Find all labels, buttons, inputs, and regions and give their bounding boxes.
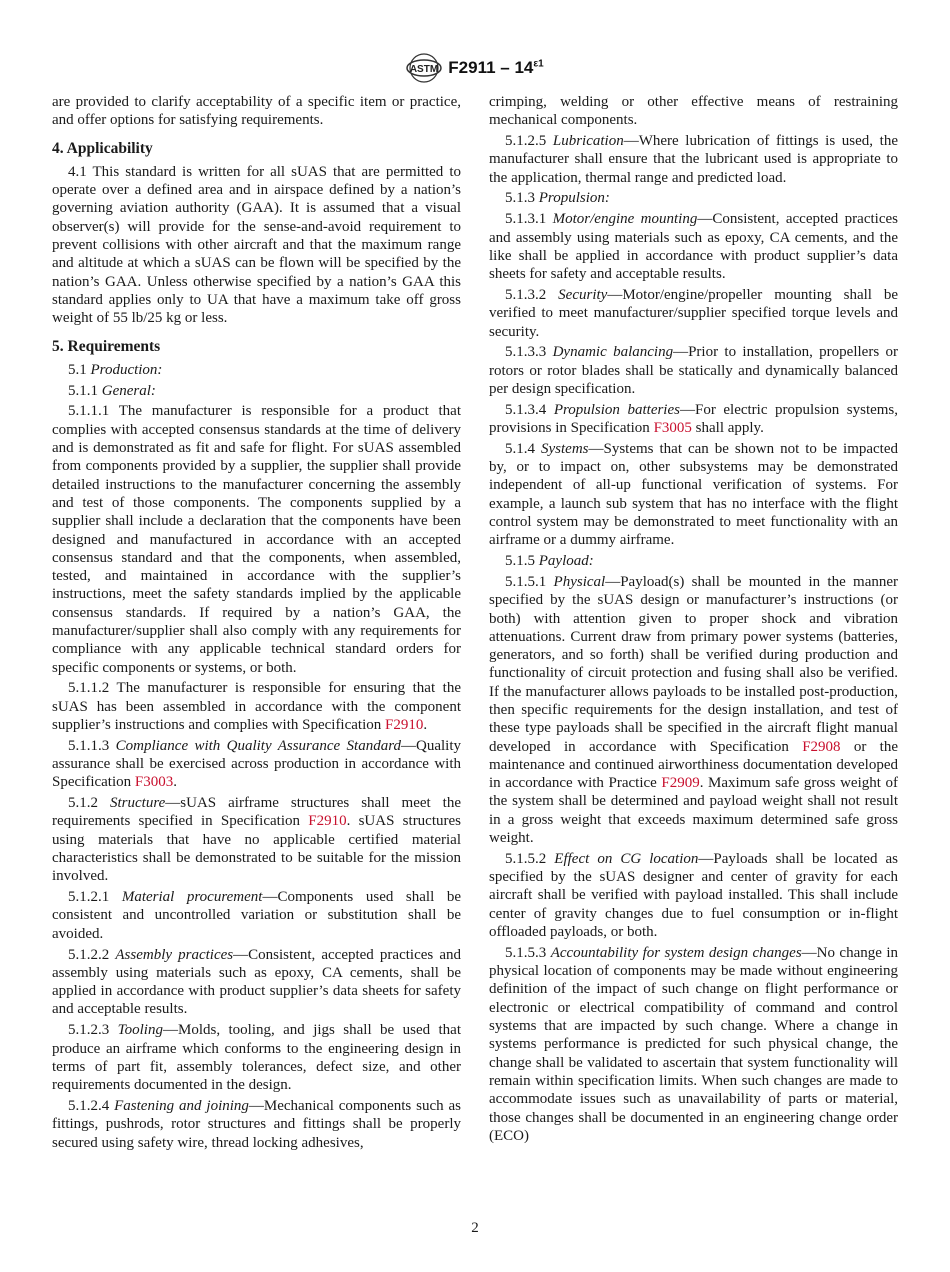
paragraph	[489, 286, 898, 341]
paragraph-number: 5.1.3.3	[505, 344, 553, 361]
page-number: 2	[471, 1220, 479, 1236]
paragraph-text: shall apply.	[691, 420, 764, 437]
paragraph-number: 5.1.4	[505, 440, 541, 457]
standard-reference-link[interactable]: F3005	[653, 420, 692, 437]
paragraph-number: 5.1.5.3	[505, 944, 551, 961]
paragraph-title: Systems	[541, 440, 589, 457]
paragraph-number: 5.1.2.1	[68, 889, 122, 906]
paragraph	[489, 132, 898, 187]
designation-epsilon: ε1	[533, 58, 544, 70]
paragraph-text: —Consistent, accepted practices and assembly using materials such as epoxy, CA cements, and the like shall be applied in accordance with product supplier’s data sheets for safety and acceptable results.	[489, 211, 898, 283]
paragraph	[489, 573, 898, 847]
paragraph	[52, 163, 461, 328]
paragraph	[52, 382, 461, 400]
paragraph	[489, 944, 898, 1145]
paragraph	[52, 737, 461, 792]
paragraph-number: 5.1.2.5	[505, 133, 553, 150]
left-column	[52, 93, 461, 1154]
paragraph-number: 5.1.5	[505, 553, 539, 570]
paragraph-title: Material procurement	[121, 889, 263, 906]
paragraph-number: 5.1.1.3	[68, 737, 116, 754]
astm-logo-icon	[406, 50, 442, 86]
paragraph-text: .	[173, 774, 177, 791]
paragraph-text: .	[423, 717, 428, 733]
paragraph-number: 5.1.1.2	[68, 680, 117, 697]
paragraph	[52, 1097, 461, 1152]
paragraph-text: The manufacturer is responsible for ensuring that the sUAS has been assembled in accordance with the component supplier’s instructions and complies with Specification	[52, 680, 462, 733]
paragraph-text: —Molds, tooling, and jigs shall be used that produce an airframe which conforms to the engineering design in terms of part fit, assembly tolerances, defect size, and other requirements documented in the design.	[52, 1022, 462, 1094]
paragraph-title: Lubrication	[552, 133, 624, 150]
standard-designation	[448, 58, 543, 78]
paragraph-number: 5.1.2.4	[68, 1097, 115, 1114]
paragraph-title: Structure	[110, 795, 166, 812]
paragraph-title: Dynamic balancing	[552, 344, 674, 361]
paragraph-text: The manufacturer is responsible for a product that complies with accepted consensus standards at the time of delivery and is demonstrated as fit and safe for flight. For sUAS assembled from components provided by a supplier, the supplier shall provide detailed instructions to the manufacturer concerning the assembly and test of those components. The components supplied by a supplier shall include a declaration that the components have been designed and manufactured in accordance with an accepted consensus standard and that the components, when assembled, tested, and maintained in accordance with the supplier’s instructions, meet the safety standards implied by the applicable consensus standards. If required by a nation’s GAA, the manufacturer/supplier shall also comply with any requirements for compliance with any applicable technical standard orders for specific components or systems, or both.	[52, 403, 462, 676]
standard-reference-link[interactable]: F3003	[134, 774, 174, 791]
standard-reference-link[interactable]: F2909	[661, 775, 700, 792]
paragraph	[489, 440, 898, 550]
paragraph	[489, 189, 898, 207]
paragraph-title: Payload:	[538, 553, 594, 570]
paragraph-text: are provided to clarify acceptability of a specific item or practice, and offer options for satisfying requirements.	[52, 94, 461, 129]
standard-reference-link[interactable]: F2910	[385, 717, 424, 733]
paragraph-number: 5.1.5.1	[505, 573, 554, 590]
paragraph	[489, 401, 898, 438]
paragraph-text: . sUAS structures using materials that have no applicable certified material characteristics shall be demonstrated to be suitable for the mission involved.	[52, 813, 461, 885]
paragraph-number: 5.1.2.3	[68, 1022, 118, 1039]
paragraph	[52, 679, 461, 734]
paragraph-text: . Maximum safe gross weight of the system shall be determined and payload weight shall not result in a gross weight that exceeds maximum determined safe gross weight.	[489, 775, 898, 847]
right-column	[489, 93, 898, 1148]
paragraph-text: —Payloads shall be located as specified by the sUAS designer and center of gravity for each aircraft shall be verified with payload installed. This shall include center of gravity changes due to fuel consumption or in-flight offloaded payloads, or both.	[489, 850, 898, 941]
paragraph	[489, 343, 898, 398]
section-heading: 5. Requirements	[52, 337, 161, 355]
paragraph-number: 5.1.3	[505, 190, 539, 207]
paragraph-number: 5.1	[68, 361, 91, 378]
paragraph-title: Propulsion:	[538, 190, 610, 207]
standard-reference-link[interactable]: F2910	[308, 813, 347, 830]
paragraph-text: —Components used shall be consistent and uncontrolled variation or substitution shall be avoided.	[52, 889, 461, 942]
paragraph	[52, 402, 461, 676]
paragraph-text: This standard is written for all sUAS that are permitted to operate over a defined area and in airspace defined by a nation’s governing aviation authority (GAA). It is assumed that a visual observer(s) will provide for the sense-and-avoid requirement to prevent collisions with other aircraft and that the maximum range and altitude at which a sUAS can be flown will be specified by the nation’s GAA. Unless otherwise specified by a nation’s GAA this standard applies only to UA that have a maximum take off gross weight of 55 lb/25 kg or less.	[52, 163, 461, 327]
paragraph-text: —For electric propulsion systems, provisions in Specification	[489, 401, 899, 437]
paragraph-text: —Prior to installation, propellers or rotors or rotor blades shall be statically and dynamically balanced per design specification.	[489, 344, 898, 397]
continued-paragraph	[489, 93, 898, 130]
svg-text:ASTM: ASTM	[410, 64, 439, 75]
paragraph-number: 5.1.3.1	[505, 211, 553, 228]
paragraph-text: —Consistent, accepted practices and assembly using materials such as epoxy, CA cements, shall be applied in accordance with product supplier’s data sheets for safety and acceptable results.	[52, 946, 461, 1018]
paragraph-title: Physical	[553, 573, 606, 590]
paragraph	[52, 888, 461, 943]
paragraph-number: 5.1.2.2	[68, 946, 116, 963]
paragraph-text: —Systems that can be shown not to be impacted by, or to impact on, other subsystems may be demonstrated independent of all-up functional verification of systems. For example, a launch sub system that has no interface with the flight control system may be demonstrated to meet functionality with an airframe or a dummy airframe.	[489, 440, 899, 549]
paragraph-title: Motor/engine mounting	[552, 211, 698, 228]
standard-reference-link[interactable]: F2908	[802, 738, 841, 755]
paragraph-number: 5.1.1.1	[68, 403, 119, 420]
paragraph-title: Fastening and joining	[114, 1097, 249, 1114]
paragraph-number: 5.1.2	[68, 795, 110, 812]
paragraph-text: —Motor/engine/propeller mounting shall be verified to meet manufacturer/supplier specified torque levels and security.	[489, 286, 899, 340]
paragraph-text: —sUAS airframe structures shall meet the requirements specified in Specification	[52, 795, 462, 830]
paragraph-text: —Payload(s) shall be mounted in the manner specified by the sUAS design or manufacturer’s instructions (or both) with attention given to proper shock and vibration attenuations. Current draw from primary power systems (batteries, generators, and so forth) shall be verified during production and functionality of circuit protection and fusing shall also be verified. If the manufacturer allows payloads to be installed post-production, then specific requirements for the design installation, and test of these type payloads shall be specified in the aircraft flight manual developed in accordance with Specification	[489, 573, 899, 755]
paragraph-text: —Where lubrication of fittings is used, the manufacturer shall ensure that the lubricant used is appropriate to the application, thermal range and predicted load.	[489, 133, 898, 186]
paragraph-number: 5.1.3.4	[505, 401, 554, 418]
designation-text: F2911 – 14	[448, 58, 534, 77]
paragraph-title: General:	[101, 382, 156, 399]
paragraph-number: 4.1	[68, 163, 93, 180]
paragraph-title: Tooling	[117, 1022, 163, 1039]
paragraph	[489, 850, 898, 941]
paragraph-text: crimping, welding or other effective means of restraining mechanical components.	[489, 94, 898, 129]
paragraph	[52, 1021, 461, 1094]
section-heading: 4. Applicability	[52, 139, 153, 157]
paragraph	[52, 794, 461, 885]
paragraph	[52, 946, 461, 1019]
paragraph-title: Propulsion batteries	[553, 401, 680, 418]
paragraph-title: Assembly practices	[115, 946, 234, 963]
paragraph-title: Effect on CG location	[554, 850, 699, 867]
paragraph-number: 5.1.1	[68, 382, 102, 399]
paragraph-title: Security	[558, 286, 608, 303]
continued-paragraph	[52, 93, 461, 130]
paragraph	[489, 210, 898, 283]
paragraph-title: Accountability for system design changes	[550, 944, 802, 961]
paragraph-number: 5.1.5.2	[505, 850, 555, 867]
paragraph-title: Compliance with Quality Assurance Standard	[115, 737, 401, 754]
paragraph-text: —No change in physical location of components may be made without engineering definition of the impact of such change on flight performance or electronic or electrical compatibility of command and control systems that are impacted by such change. Where a change in systems performance is predicted for such physical change, the change shall be validated to ascertain that system functionality will remain within specification limits. When such changes are made to accommodate issues such as unavailability of parts or material, those changes shall be documented in an engineering change order (ECO)	[489, 944, 898, 1144]
paragraph	[52, 361, 461, 379]
paragraph-text: —Quality assurance shall be exercised across production in accordance with Specification	[52, 737, 461, 791]
paragraph	[489, 552, 898, 570]
paragraph-text: —Mechanical components such as fittings, pushrods, rotor structures and fittings shall be properly secured using safety wire, thread locking adhesives,	[52, 1097, 461, 1151]
paragraph-text: or the maintenance and continued airworthiness documentation developed in accordance with Practice	[489, 738, 898, 792]
paragraph-number: 5.1.3.2	[505, 286, 559, 303]
paragraph-title: Production:	[90, 361, 163, 378]
page-header	[0, 50, 950, 91]
